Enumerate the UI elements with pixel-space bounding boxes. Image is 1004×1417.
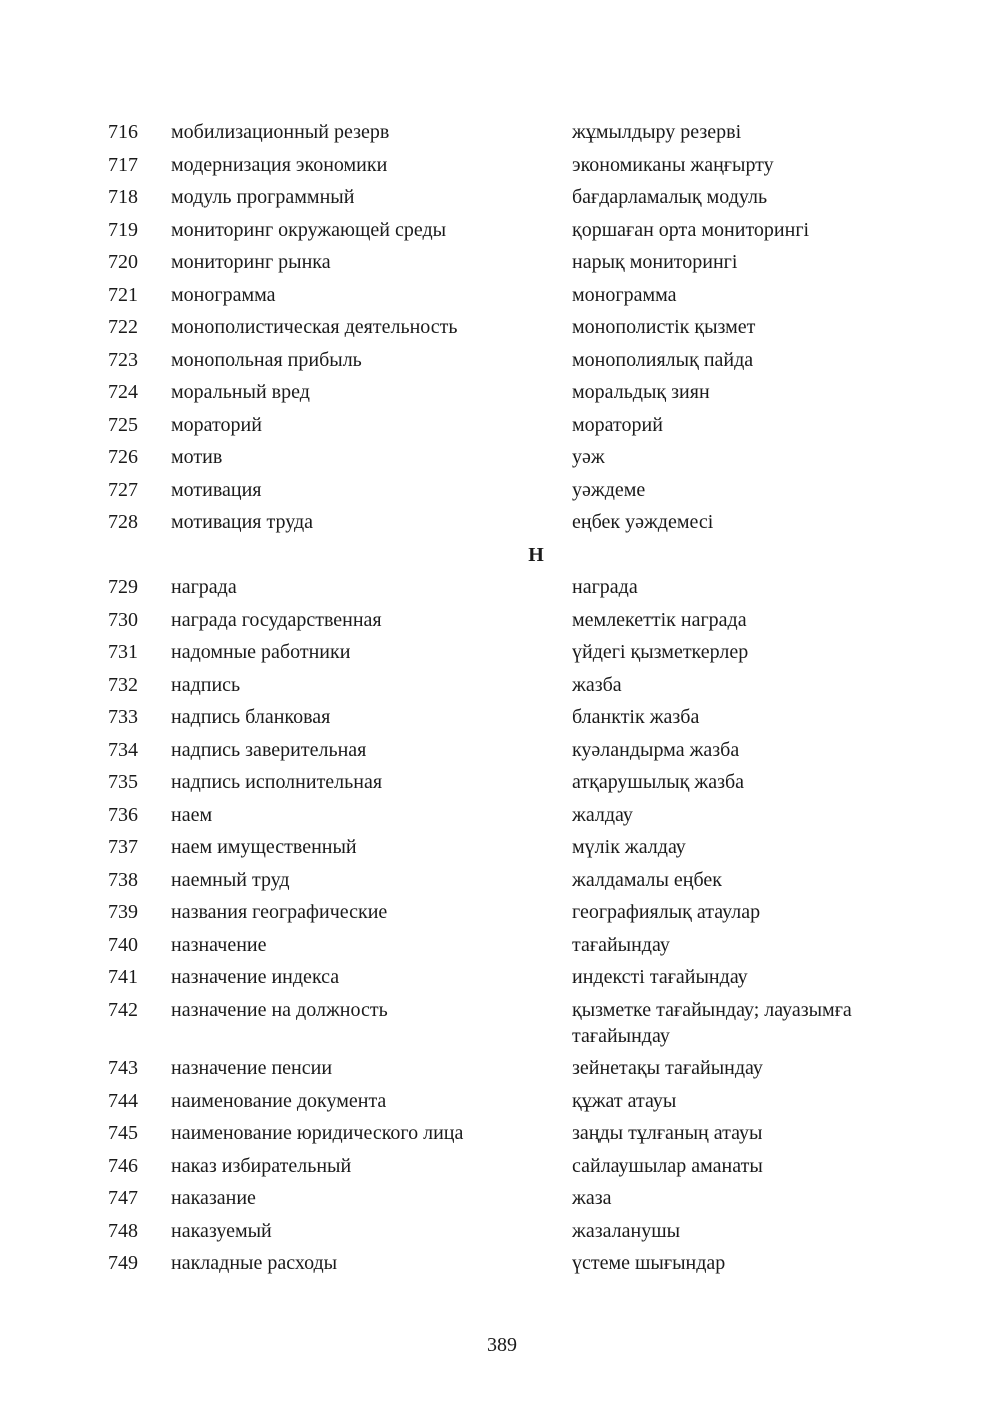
kazakh-term: уәждеме <box>572 478 646 501</box>
entry-number: 740 <box>108 933 138 956</box>
kazakh-term: уәж <box>572 446 605 468</box>
russian-term: наказуемый <box>171 1219 272 1242</box>
kazakh-term: жаза <box>572 1187 612 1209</box>
kazakh-term: монограмма <box>572 283 677 306</box>
russian-term: надпись бланковая <box>171 706 331 728</box>
entry-row <box>0 1117 1004 1150</box>
russian-term: мотивация труда <box>171 511 314 533</box>
page-number: 389 <box>487 1334 517 1356</box>
russian-term: назначение индекса <box>171 966 340 988</box>
entry-number: 739 <box>108 901 138 923</box>
entry-number: 732 <box>108 673 138 696</box>
kazakh-term: жалдамалы еңбек <box>572 868 722 891</box>
entry-number: 728 <box>108 511 138 533</box>
kazakh-term: тағайындау <box>572 933 670 956</box>
russian-term: награда государственная <box>171 608 382 631</box>
entry-row <box>0 149 1004 182</box>
kazakh-term: мүлік жалдау <box>572 836 686 858</box>
entry-number: 727 <box>108 478 138 501</box>
entry-number: 726 <box>108 446 138 468</box>
russian-term: мониторинг окружающей среды <box>171 218 447 241</box>
russian-term: монополистическая деятельность <box>171 316 458 338</box>
entry-row <box>0 279 1004 312</box>
entry-row <box>0 669 1004 702</box>
entry-group-m <box>0 116 1004 539</box>
entry-number: 718 <box>108 186 138 208</box>
entry-number: 734 <box>108 738 138 761</box>
entry-row <box>0 864 1004 897</box>
entry-number: 743 <box>108 1057 138 1079</box>
russian-term: мораторий <box>171 413 262 436</box>
entry-row <box>0 1085 1004 1118</box>
kazakh-term: сайлаушылар аманаты <box>572 1154 763 1177</box>
entry-row <box>0 1182 1004 1215</box>
entry-row <box>0 896 1004 929</box>
entry-row <box>0 831 1004 864</box>
kazakh-term: мемлекеттік награда <box>572 608 747 631</box>
kazakh-term: қоршаған орта мониторингі <box>572 218 810 241</box>
entry-row <box>0 1215 1004 1248</box>
entry-row <box>0 571 1004 604</box>
entry-row <box>0 766 1004 799</box>
entry-row <box>0 734 1004 767</box>
entry-number: 729 <box>108 576 138 598</box>
kazakh-term: заңды тұлғаның атауы <box>572 1122 763 1144</box>
entry-row <box>0 441 1004 474</box>
kazakh-term: награда <box>572 576 638 598</box>
entry-number: 717 <box>108 153 138 176</box>
kazakh-term: үйдегі қызметкерлер <box>572 641 749 663</box>
russian-term: назначение пенсии <box>171 1057 333 1079</box>
entry-row <box>0 409 1004 442</box>
entry-number: 737 <box>108 836 138 858</box>
entry-number: 720 <box>108 251 138 273</box>
entry-number: 744 <box>108 1089 138 1112</box>
entry-row <box>0 799 1004 832</box>
entry-number: 716 <box>108 121 138 143</box>
entry-number: 749 <box>108 1252 138 1274</box>
entry-number: 724 <box>108 381 138 403</box>
russian-term: накладные расходы <box>171 1252 338 1274</box>
russian-term: мотивация <box>171 478 262 501</box>
entry-row <box>0 604 1004 637</box>
russian-term: награда <box>171 576 237 598</box>
russian-term: наем <box>171 803 213 826</box>
kazakh-term: зейнетақы тағайындау <box>572 1057 763 1079</box>
entry-row <box>0 246 1004 279</box>
entry-number: 746 <box>108 1154 138 1177</box>
entry-row <box>0 214 1004 247</box>
entry-row <box>0 1052 1004 1085</box>
russian-term: наименование юридического лица <box>171 1122 464 1144</box>
russian-term: монограмма <box>171 283 276 306</box>
entry-row <box>0 961 1004 994</box>
entry-number: 733 <box>108 706 138 728</box>
entry-number: 748 <box>108 1219 138 1242</box>
entry-number: 745 <box>108 1122 138 1144</box>
entry-row <box>0 474 1004 507</box>
entry-row <box>0 701 1004 734</box>
russian-term: наемный труд <box>171 868 290 891</box>
entry-number: 730 <box>108 608 138 631</box>
kazakh-term: бланктік жазба <box>572 706 700 728</box>
entry-number: 722 <box>108 316 138 338</box>
entry-number: 723 <box>108 348 138 371</box>
kazakh-term: қызметке тағайындау; лауазымға тағайындау <box>572 998 852 1047</box>
kazakh-term: жұмылдыру резерві <box>572 121 742 143</box>
entry-row <box>0 1247 1004 1280</box>
entry-row <box>0 344 1004 377</box>
glossary-entries <box>0 116 1004 1280</box>
entry-row <box>0 311 1004 344</box>
russian-term: наем имущественный <box>171 836 357 858</box>
kazakh-term: монополиялық пайда <box>572 348 754 371</box>
russian-term: наказ избирательный <box>171 1154 352 1177</box>
kazakh-term: куәландырма жазба <box>572 738 740 761</box>
entry-row <box>0 636 1004 669</box>
kazakh-term: құжат атауы <box>572 1089 677 1112</box>
entry-group-n <box>0 571 1004 1280</box>
entry-row <box>0 506 1004 539</box>
section-letter-heading: Н <box>528 543 544 566</box>
russian-term: названия географические <box>171 901 388 923</box>
russian-term: мотив <box>171 446 223 468</box>
entry-number: 719 <box>108 218 138 241</box>
russian-term: моральный вред <box>171 381 310 403</box>
russian-term: наказание <box>171 1187 256 1209</box>
kazakh-term: мораторий <box>572 413 663 436</box>
kazakh-term: моральдық зиян <box>572 381 710 403</box>
russian-term: назначение <box>171 933 267 956</box>
entry-row <box>0 929 1004 962</box>
entry-row <box>0 994 1004 1053</box>
russian-term: мобилизационный резерв <box>171 121 390 143</box>
kazakh-term: атқарушылық жазба <box>572 771 745 793</box>
entry-number: 738 <box>108 868 138 891</box>
entry-number: 731 <box>108 641 138 663</box>
kazakh-term: индексті тағайындау <box>572 966 748 988</box>
russian-term: надпись заверительная <box>171 738 367 761</box>
entry-number: 736 <box>108 803 138 826</box>
russian-term: монопольная прибыль <box>171 348 362 371</box>
entry-number: 741 <box>108 966 138 988</box>
russian-term: мониторинг рынка <box>171 251 331 273</box>
russian-term: надпись <box>171 673 241 696</box>
kazakh-term: географиялық атаулар <box>572 901 761 923</box>
kazakh-term: жалдау <box>572 803 633 826</box>
entry-row <box>0 376 1004 409</box>
entry-row <box>0 116 1004 149</box>
kazakh-term: жазаланушы <box>572 1219 681 1242</box>
entry-number: 747 <box>108 1187 138 1209</box>
kazakh-term: экономиканы жаңғырту <box>572 153 774 176</box>
kazakh-term: нарық мониторингі <box>572 251 738 273</box>
entry-row <box>0 1150 1004 1183</box>
russian-term: наименование документа <box>171 1089 387 1112</box>
entry-row <box>0 181 1004 214</box>
kazakh-term: бағдарламалық модуль <box>572 186 768 208</box>
kazakh-term: еңбек уәждемесі <box>572 511 714 533</box>
entry-number: 735 <box>108 771 138 793</box>
entry-number: 725 <box>108 413 138 436</box>
russian-term: надомные работники <box>171 641 351 663</box>
entry-number: 721 <box>108 283 138 306</box>
russian-term: модернизация экономики <box>171 153 388 176</box>
kazakh-term: жазба <box>572 673 622 696</box>
kazakh-term: монополистік қызмет <box>572 316 756 338</box>
kazakh-term: үстеме шығындар <box>572 1252 726 1274</box>
entry-number: 742 <box>108 998 138 1021</box>
russian-term: назначение на должность <box>171 998 388 1021</box>
russian-term: надпись исполнительная <box>171 771 383 793</box>
russian-term: модуль программный <box>171 186 355 208</box>
